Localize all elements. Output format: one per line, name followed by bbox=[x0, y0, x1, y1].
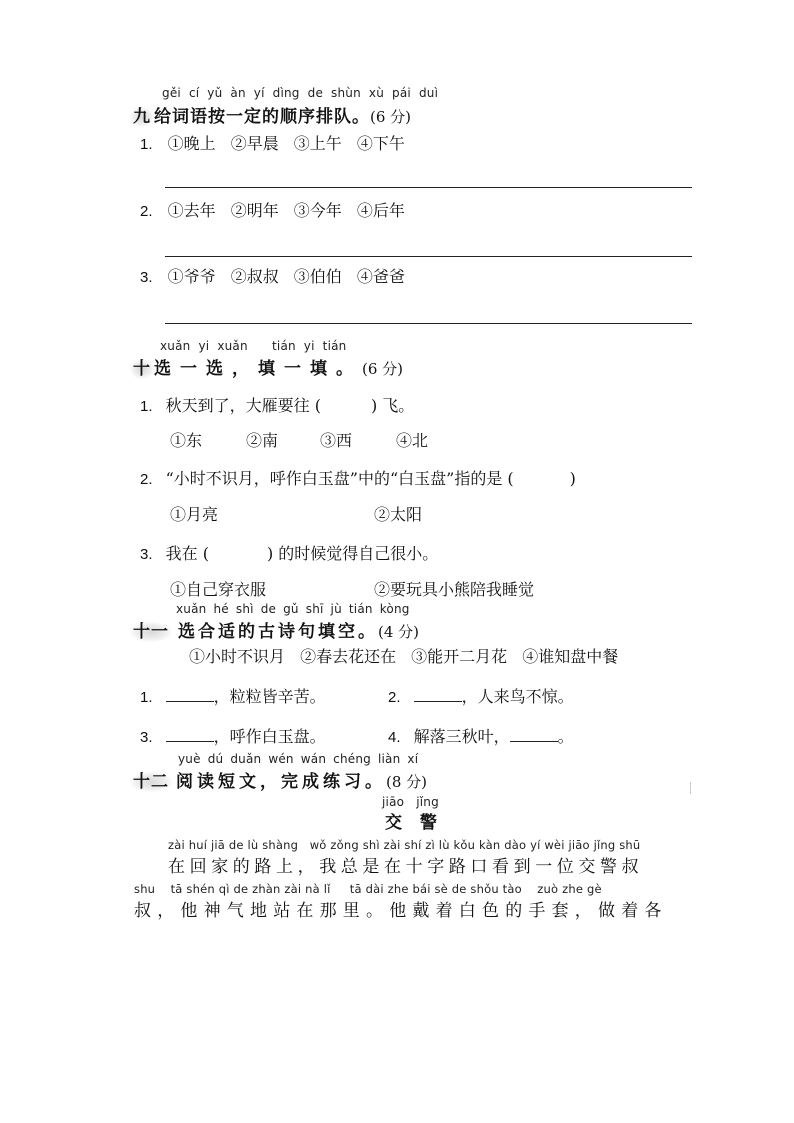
section-10-pinyin-b: tián yi tián bbox=[272, 339, 347, 353]
page-mark bbox=[690, 782, 691, 794]
answer-blank[interactable] bbox=[166, 727, 214, 742]
option[interactable]: ②太阳 bbox=[374, 505, 423, 524]
s9-item-1 bbox=[140, 131, 405, 154]
section-9-heading bbox=[130, 102, 411, 127]
answer-line-1[interactable] bbox=[165, 187, 692, 188]
story-title: 交 警 bbox=[385, 813, 439, 833]
item-number: 3. bbox=[140, 269, 153, 286]
section-12-title: 阅读短文，完成练习。 bbox=[176, 772, 386, 792]
section-10-pinyin-a: xuǎn yi xuǎn bbox=[160, 339, 248, 353]
s9-item-3 bbox=[140, 264, 405, 287]
option[interactable]: ②要玩具小熊陪我睡觉 bbox=[374, 580, 535, 599]
option[interactable]: ③西 bbox=[320, 431, 353, 450]
item-number: 2. bbox=[140, 203, 153, 220]
section-12-score: (8 分) bbox=[386, 773, 428, 791]
poem-line-after: 。 bbox=[557, 727, 574, 746]
question-number: 2. bbox=[388, 689, 401, 706]
s11-blank-1 bbox=[140, 684, 326, 707]
s11-blank-4 bbox=[388, 724, 574, 747]
section-9-number: 九 bbox=[130, 107, 154, 127]
section-10-title: 选一选，填一填。 bbox=[154, 359, 362, 379]
section-11-pinyin: xuǎn hé shì de gǔ shī jù tián kòng bbox=[176, 602, 410, 616]
option[interactable]: ①自己穿衣服 bbox=[170, 580, 267, 599]
option[interactable]: ①东 bbox=[170, 431, 203, 450]
question-number: 4. bbox=[388, 729, 401, 746]
item-options: ①爷爷 ②叔叔 ③伯伯 ④爸爸 bbox=[167, 267, 405, 286]
section-11-heading bbox=[130, 617, 419, 642]
question-number: 3. bbox=[140, 729, 153, 746]
s11-option-list: ①小时不识月 ②春去花还在 ③能开二月花 ④谁知盘中餐 bbox=[189, 647, 619, 666]
question-number: 3. bbox=[140, 546, 153, 563]
s10-q2-options bbox=[170, 502, 422, 525]
story-line-1: 在回家的路上，我总是在十字路口看到一位交警叔 bbox=[168, 857, 644, 877]
s10-question-3 bbox=[140, 541, 438, 564]
section-9-score: (6 分) bbox=[370, 108, 412, 126]
section-12-number: 十二 bbox=[130, 772, 172, 792]
option[interactable]: ④北 bbox=[396, 431, 429, 450]
answer-blank[interactable] bbox=[510, 727, 558, 742]
s10-q1-options bbox=[170, 428, 428, 451]
section-11-title: 选合适的古诗句填空。 bbox=[178, 622, 378, 642]
option[interactable]: ①月亮 bbox=[170, 505, 219, 524]
section-10-score: (6 分) bbox=[362, 360, 404, 378]
answer-line-3[interactable] bbox=[165, 323, 692, 324]
s11-blank-3 bbox=[140, 724, 326, 747]
item-number: 1. bbox=[140, 136, 153, 153]
item-options: ①去年 ②明年 ③今年 ④后年 bbox=[167, 201, 405, 220]
question-text-post: ) bbox=[569, 469, 576, 488]
question-text-pre: 我在 ( bbox=[165, 544, 209, 563]
section-12-pinyin: yuè dú duǎn wén wán chéng liàn xí bbox=[178, 752, 419, 766]
story-line-2: 叔，他神气地站在那里。他戴着白色的手套，做着各 bbox=[134, 901, 668, 921]
question-number: 1. bbox=[140, 689, 153, 706]
story-line-2-pinyin: shu tā shén qì de zhàn zài nà lǐ tā dài zhe bái sè de shǒu tào zuò zhe gè bbox=[134, 882, 602, 896]
s9-item-2 bbox=[140, 198, 405, 221]
option[interactable]: ②南 bbox=[246, 431, 279, 450]
section-10-number: 十 bbox=[130, 359, 154, 379]
poem-line: ，人来鸟不惊。 bbox=[461, 687, 574, 706]
s10-q3-options bbox=[170, 577, 534, 600]
section-9-pinyin: gěi cí yǔ àn yí dìng de shùn xù pái duì bbox=[162, 86, 439, 100]
section-9-title: 给词语按一定的顺序排队。 bbox=[154, 107, 370, 127]
question-text-post: ) 飞。 bbox=[370, 396, 415, 415]
item-options: ①晚上 ②早晨 ③上午 ④下午 bbox=[167, 134, 405, 153]
question-text-post: ) 的时候觉得自己很小。 bbox=[266, 544, 439, 563]
answer-blank[interactable] bbox=[414, 687, 462, 702]
section-12-heading bbox=[130, 767, 427, 792]
question-number: 2. bbox=[140, 471, 153, 488]
question-text-pre: 秋天到了，大雁要往 ( bbox=[165, 396, 321, 415]
answer-line-2[interactable] bbox=[165, 256, 692, 257]
s10-question-1 bbox=[140, 393, 414, 416]
poem-line-before: 解落三秋叶， bbox=[413, 727, 510, 746]
poem-line: ，呼作白玉盘。 bbox=[213, 727, 326, 746]
question-text: “小时不识月，呼作白玉盘”中的“白玉盘”指的是 ( bbox=[165, 469, 514, 488]
s11-blank-2 bbox=[388, 684, 574, 707]
section-10-heading bbox=[130, 354, 403, 379]
story-line-1-pinyin: zài huí jiā de lù shàng wǒ zǒng shì zài shí zì lù kǒu kàn dào yí wèi jiāo jǐng shū bbox=[168, 838, 641, 852]
section-11-number: 十一 bbox=[130, 622, 172, 642]
s10-question-2 bbox=[140, 466, 576, 489]
question-number: 1. bbox=[140, 398, 153, 415]
answer-blank[interactable] bbox=[166, 687, 214, 702]
section-11-score: (4 分) bbox=[378, 623, 420, 641]
poem-line: ，粒粒皆辛苦。 bbox=[213, 687, 326, 706]
story-title-pinyin: jiāo jǐng bbox=[382, 795, 439, 809]
